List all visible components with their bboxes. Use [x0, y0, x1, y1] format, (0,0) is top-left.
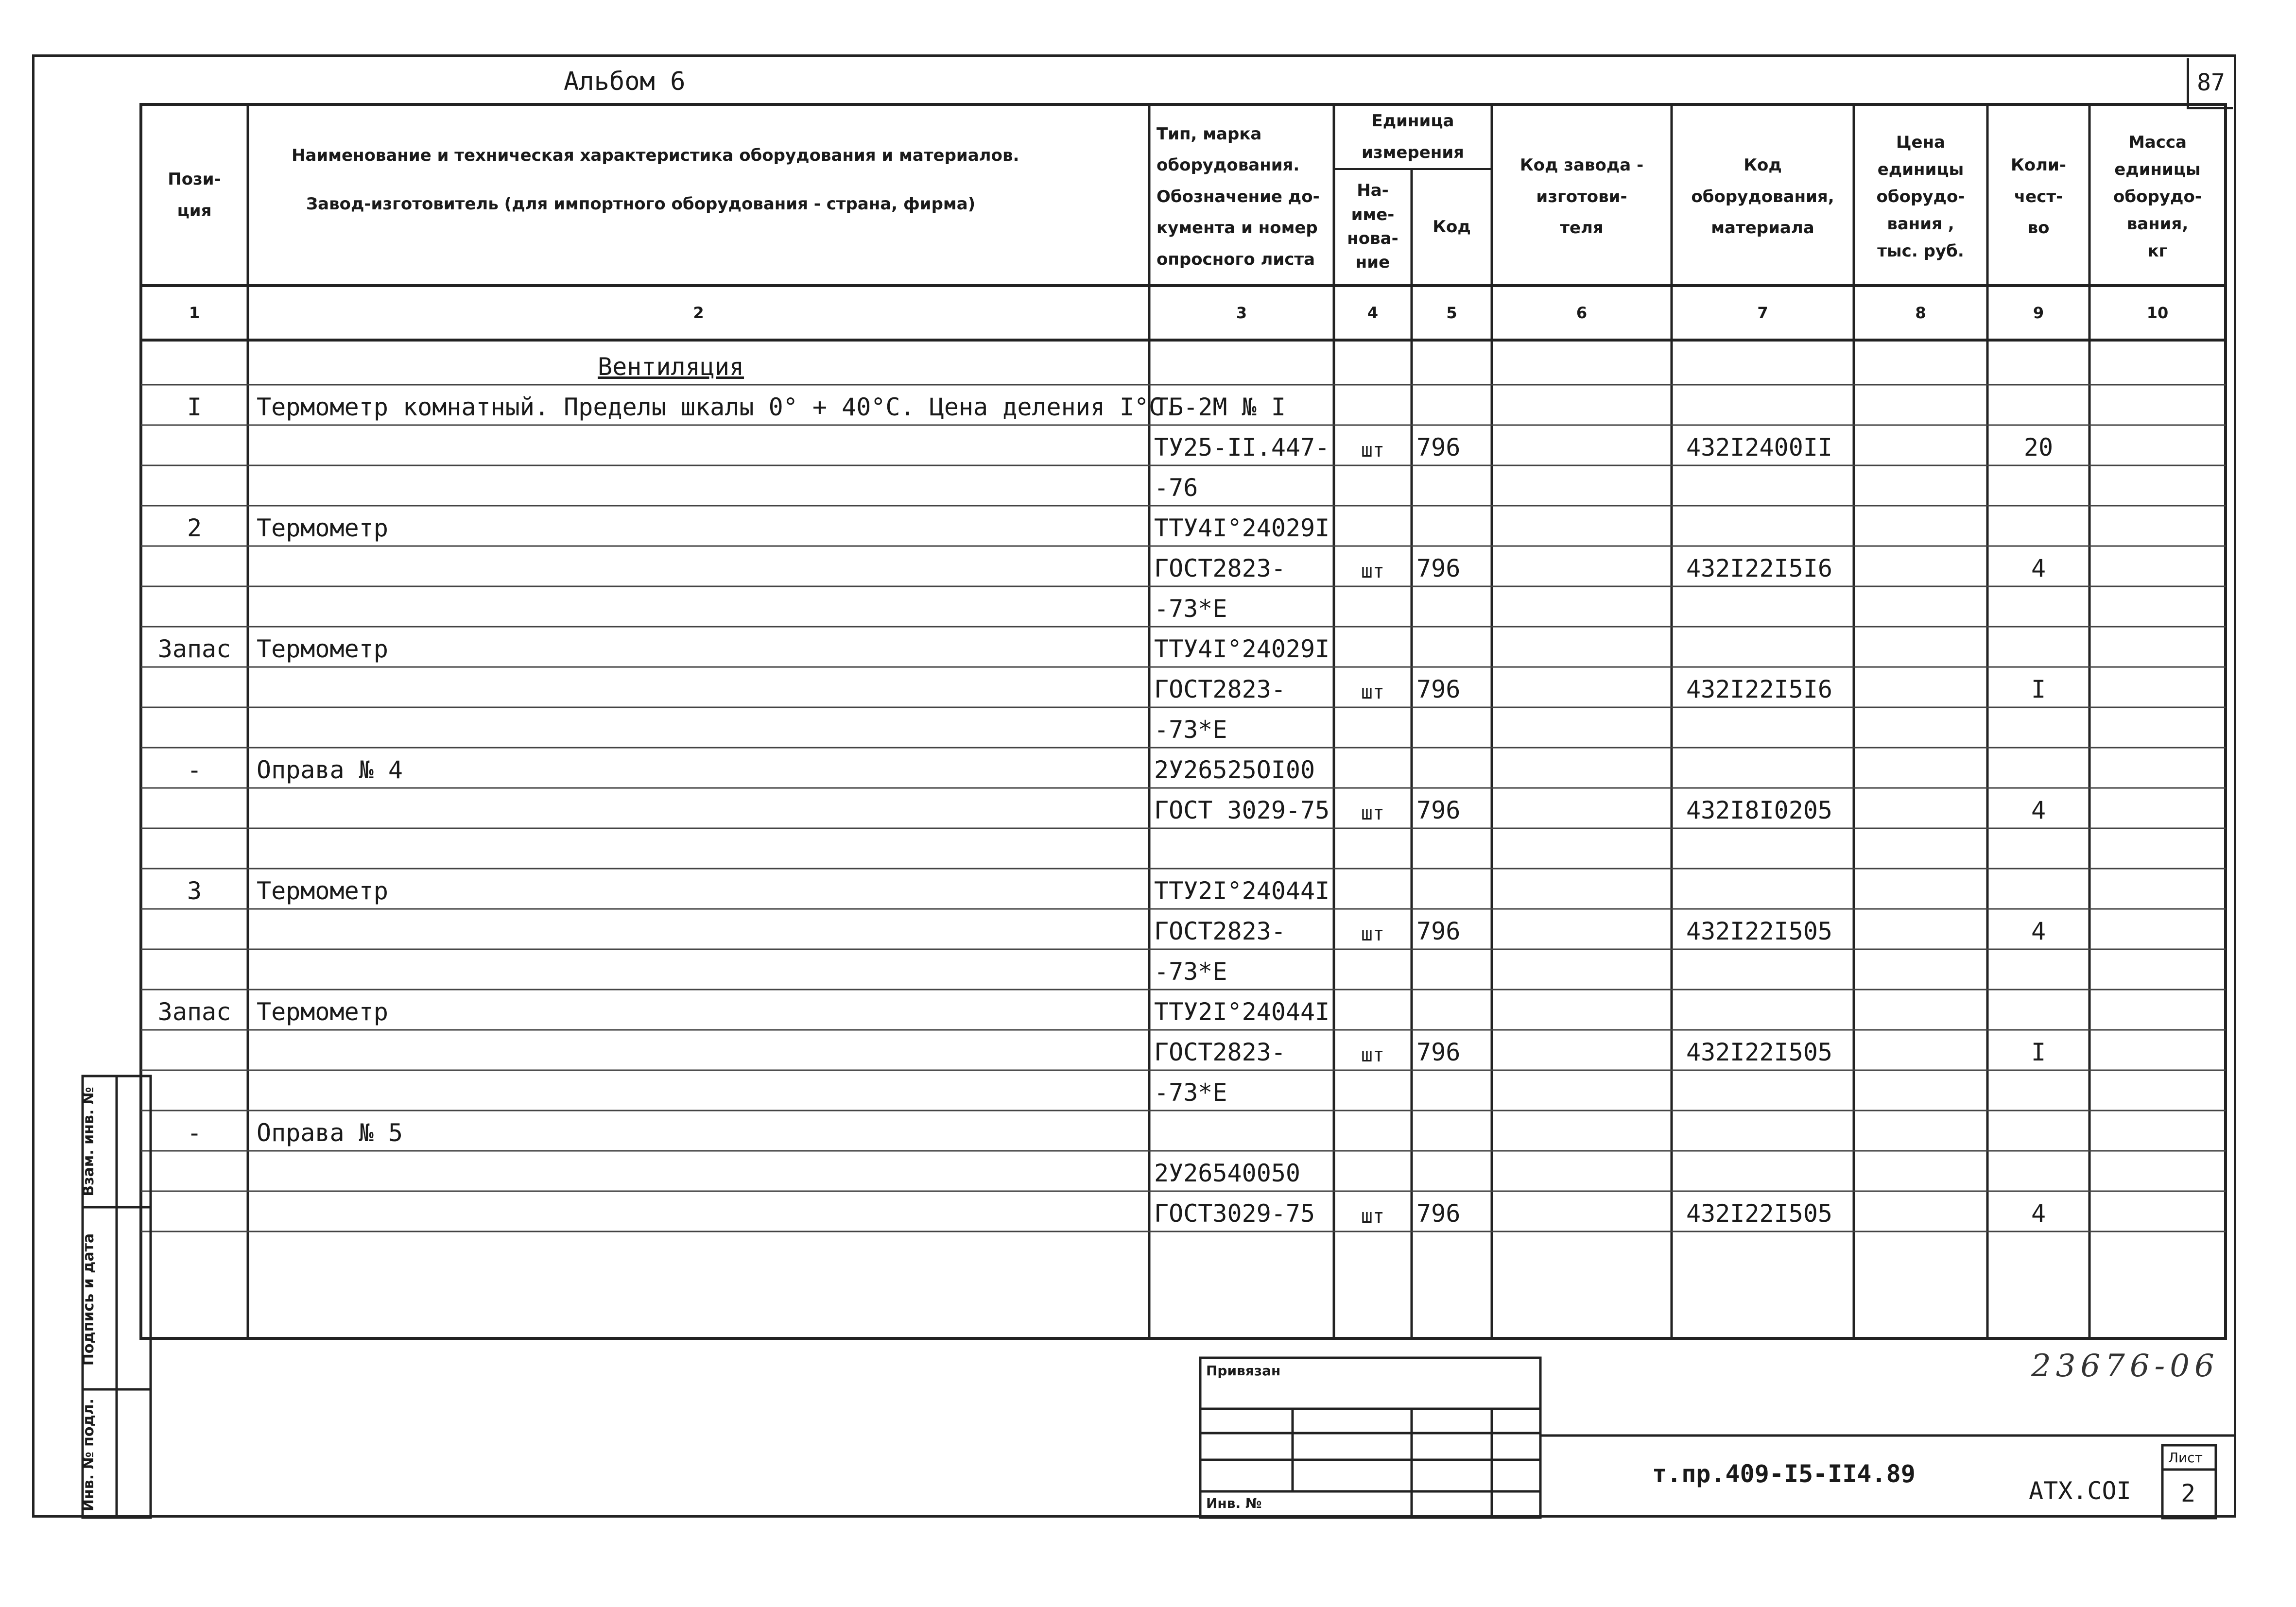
- cell-name: [257, 586, 1146, 627]
- cell-qty: [1987, 949, 2089, 990]
- cell-qty: I: [2031, 675, 2046, 703]
- cell-eq: [1686, 627, 1854, 667]
- cell-name: [257, 1030, 1146, 1070]
- cell-code: [1416, 586, 1492, 627]
- sheet-number: 2: [2181, 1479, 2196, 1507]
- side-label-signature: Подпись и дата: [80, 1233, 97, 1366]
- cell-eq: [1686, 506, 1854, 546]
- cell-pos: [141, 546, 248, 586]
- colnum-9: 9: [2033, 304, 2044, 322]
- cell-unit: [1334, 586, 1412, 627]
- cell-type: ГОСТ2823-: [1154, 675, 1286, 703]
- colnum-10: 10: [2146, 304, 2169, 322]
- cell-code: [1416, 949, 1492, 990]
- cell-unit: [1334, 869, 1412, 909]
- cell-name: [257, 707, 1146, 748]
- cell-unit: шт: [1361, 560, 1385, 582]
- sheet-label: Лист: [2168, 1450, 2203, 1466]
- colnum-1: 1: [189, 304, 200, 322]
- cell-qty: [1987, 506, 2089, 546]
- cell-unit: шт: [1361, 1205, 1385, 1228]
- cell-eq: [1686, 828, 1854, 869]
- colnum-2: 2: [693, 304, 704, 322]
- cell-name: Термометр: [257, 514, 388, 542]
- colnum-5: 5: [1446, 304, 1457, 322]
- cell-unit: [1334, 748, 1412, 788]
- cell-unit: шт: [1361, 923, 1385, 945]
- cell-unit: [1334, 385, 1412, 425]
- cell-pos: I: [187, 393, 202, 421]
- cell-type: -73*Е: [1154, 595, 1227, 623]
- cell-pos: 2: [187, 514, 202, 542]
- header-quantity: Коли- чест- во: [2011, 155, 2066, 238]
- cell-type: -73*Е: [1154, 716, 1227, 744]
- colnum-6: 6: [1576, 304, 1588, 322]
- cell-type: ГОСТ3029-75: [1154, 1199, 1315, 1228]
- header-unit-code: Код: [1433, 217, 1471, 237]
- cell-code: [1416, 465, 1492, 506]
- side-label-original-inv: Инв. № подл.: [80, 1398, 97, 1512]
- cell-type: ГОСТ2823-: [1154, 554, 1286, 582]
- cell-unit: [1334, 1151, 1412, 1191]
- colnum-8: 8: [1915, 304, 1926, 322]
- cell-eq: [1686, 707, 1854, 748]
- header-unit: Единица измерения: [1362, 111, 1464, 162]
- cell-qty: [1987, 1151, 2089, 1191]
- cell-unit: [1334, 627, 1412, 667]
- cell-type: ГОСТ2823-: [1154, 917, 1286, 945]
- cell-name: Оправа № 4: [257, 756, 403, 784]
- cell-unit: [1334, 990, 1412, 1030]
- cell-pos: [141, 667, 248, 707]
- cell-unit: [1334, 506, 1412, 546]
- cell-code: [1416, 1070, 1492, 1111]
- cell-code: 796: [1416, 1199, 1461, 1228]
- cell-qty: [1987, 828, 2089, 869]
- cell-eq: 432I8I0205: [1686, 796, 1833, 824]
- cell-type: ТТУ4I°24029I: [1154, 635, 1330, 663]
- cell-type: ГОСТ 3029-75: [1154, 796, 1330, 824]
- cell-name: [257, 1191, 1146, 1231]
- cell-code: [1416, 1151, 1492, 1191]
- cell-unit: [1334, 1111, 1412, 1151]
- cell-eq: [1686, 990, 1854, 1030]
- cell-qty: [1987, 586, 2089, 627]
- cell-eq: 432I22I5I6: [1686, 675, 1833, 703]
- cell-qty: [1987, 869, 2089, 909]
- cell-unit: [1334, 949, 1412, 990]
- cell-pos: -: [187, 1119, 202, 1147]
- cell-code: 796: [1416, 1038, 1461, 1066]
- header-equipment-code: Код оборудования, материала: [1691, 155, 1834, 238]
- cell-unit: шт: [1361, 1044, 1385, 1066]
- cell-qty: 20: [2023, 433, 2054, 462]
- cell-pos: [141, 707, 248, 748]
- cell-pos: [141, 465, 248, 506]
- cell-type: ТТУ4I°24029I: [1154, 514, 1330, 542]
- cell-qty: 4: [2031, 917, 2046, 945]
- cell-code: 796: [1416, 433, 1461, 462]
- header-unit-name: На- име- нова- ние: [1347, 181, 1398, 273]
- cell-pos: [141, 909, 248, 949]
- cell-name: Оправа № 5: [257, 1119, 403, 1147]
- cell-type: -76: [1154, 474, 1198, 502]
- cell-qty: [1987, 465, 2089, 506]
- cell-qty: [1987, 1070, 2089, 1111]
- cell-qty: 4: [2031, 554, 2046, 582]
- cell-eq: [1686, 949, 1854, 990]
- cell-qty: [1987, 990, 2089, 1030]
- cell-code: [1416, 869, 1492, 909]
- cell-eq: [1686, 586, 1854, 627]
- cell-type: -73*Е: [1154, 957, 1227, 986]
- header-factory-code: Код завода - изготови- теля: [1519, 155, 1644, 238]
- cell-code: [1416, 748, 1492, 788]
- cell-eq: [1686, 869, 1854, 909]
- cell-qty: [1987, 385, 2089, 425]
- handwritten-number: 23676-06: [2031, 1348, 2219, 1384]
- colnum-3: 3: [1236, 304, 1247, 322]
- album-title: Альбом 6: [564, 67, 686, 96]
- cell-type: -73*Е: [1154, 1078, 1227, 1107]
- cell-name: [257, 667, 1146, 707]
- cell-type: [1154, 1111, 1334, 1151]
- cell-type: ТТУ2I°24044I: [1154, 998, 1330, 1026]
- cell-name: [257, 1070, 1146, 1111]
- cell-pos: [141, 949, 248, 990]
- header-mass: Масса единицы оборудо- вания, кг: [2113, 132, 2202, 261]
- header-position: Пози- ция: [168, 169, 221, 221]
- colnum-7: 7: [1757, 304, 1768, 322]
- cell-unit: [1334, 465, 1412, 506]
- cell-type: ТБ-2М № I: [1154, 393, 1286, 421]
- cell-name: [257, 909, 1146, 949]
- cell-eq: 432I22I505: [1686, 1038, 1833, 1066]
- side-label-replacement: Взам. инв. №: [80, 1087, 97, 1197]
- page-number: 87: [2187, 58, 2233, 109]
- cell-qty: I: [2031, 1038, 2046, 1066]
- cell-unit: шт: [1361, 439, 1385, 462]
- cell-pos: Запас: [157, 998, 231, 1026]
- cell-unit: [1334, 707, 1412, 748]
- cell-eq: [1686, 1111, 1854, 1151]
- cell-code: [1416, 385, 1492, 425]
- cell-eq: [1686, 748, 1854, 788]
- cell-pos: [141, 828, 248, 869]
- cell-name: [257, 828, 1146, 869]
- cell-pos: [141, 1151, 248, 1191]
- cell-eq: [1686, 1151, 1854, 1191]
- bound-label: Привязан: [1206, 1363, 1281, 1379]
- set-code: АТХ.СОI: [2029, 1477, 2131, 1505]
- cell-code: [1416, 1111, 1492, 1151]
- cell-eq: [1686, 1070, 1854, 1111]
- cell-name: Термометр комнатный. Пределы шкалы 0° + 40°С. Цена деления I°С.: [257, 393, 1178, 421]
- cell-qty: [1987, 627, 2089, 667]
- cell-code: 796: [1416, 554, 1461, 582]
- cell-code: 796: [1416, 917, 1461, 945]
- cell-qty: [1987, 707, 2089, 748]
- cell-type: ГОСТ2823-: [1154, 1038, 1286, 1066]
- cell-unit: [1334, 828, 1412, 869]
- cell-name: [257, 465, 1146, 506]
- header-name-line1: Наименование и техническая характеристика оборудования и материалов.: [292, 145, 1019, 165]
- cell-pos: [141, 1191, 248, 1231]
- cell-name: Термометр: [257, 877, 388, 905]
- inv-no-label: Инв. №: [1206, 1495, 1262, 1511]
- cell-pos: Запас: [157, 635, 231, 663]
- document-code: т.пр.409-I5-II4.89: [1652, 1460, 1916, 1488]
- header-type: Тип, марка оборудования. Обозначение до- кумента и номер опросного листа: [1157, 124, 1320, 269]
- cell-code: [1416, 707, 1492, 748]
- cell-pos: 3: [187, 877, 202, 905]
- cell-eq: 432I22I505: [1686, 1199, 1833, 1228]
- cell-pos: [141, 1030, 248, 1070]
- cell-qty: [1987, 1111, 2089, 1151]
- cell-name: Термометр: [257, 635, 388, 663]
- cell-eq: [1686, 385, 1854, 425]
- cell-code: [1416, 506, 1492, 546]
- cell-pos: [141, 425, 248, 465]
- colnum-4: 4: [1367, 304, 1379, 322]
- cell-eq: 432I2400II: [1686, 433, 1833, 462]
- cell-unit: [1334, 1070, 1412, 1111]
- header-price: Цена единицы оборудо- вания , тыс. руб.: [1876, 132, 1965, 261]
- cell-qty: 4: [2031, 796, 2046, 824]
- cell-name: [257, 546, 1146, 586]
- cell-eq: [1686, 465, 1854, 506]
- cell-type: 2У26525OI00: [1154, 756, 1315, 784]
- cell-name: [257, 425, 1146, 465]
- cell-code: 796: [1416, 675, 1461, 703]
- cell-qty: [1987, 748, 2089, 788]
- cell-unit: шт: [1361, 681, 1385, 703]
- cell-pos: [141, 586, 248, 627]
- cell-code: [1416, 990, 1492, 1030]
- cell-name: [257, 788, 1146, 828]
- cell-name: Термометр: [257, 998, 388, 1026]
- cell-unit: шт: [1361, 802, 1385, 824]
- cell-type: ТТУ2I°24044I: [1154, 877, 1330, 905]
- cell-code: [1416, 828, 1492, 869]
- cell-name: [257, 1151, 1146, 1191]
- cell-code: 796: [1416, 796, 1461, 824]
- cell-type: [1154, 828, 1334, 869]
- cell-type: 2У26540050: [1154, 1159, 1301, 1187]
- binding-stamp: [1200, 1358, 1540, 1518]
- cell-name: [257, 949, 1146, 990]
- cell-pos: [141, 788, 248, 828]
- cell-code: [1416, 627, 1492, 667]
- cell-eq: 432I22I5I6: [1686, 554, 1833, 582]
- cell-eq: 432I22I505: [1686, 917, 1833, 945]
- cell-pos: [141, 1070, 248, 1111]
- cell-type: ТУ25-II.447-: [1154, 433, 1330, 462]
- header-name-line2: Завод-изготовитель (для импортного оборудования - страна, фирма): [306, 194, 976, 214]
- section-title: Вентиляция: [598, 353, 744, 381]
- cell-qty: 4: [2031, 1199, 2046, 1228]
- cell-pos: -: [187, 756, 202, 784]
